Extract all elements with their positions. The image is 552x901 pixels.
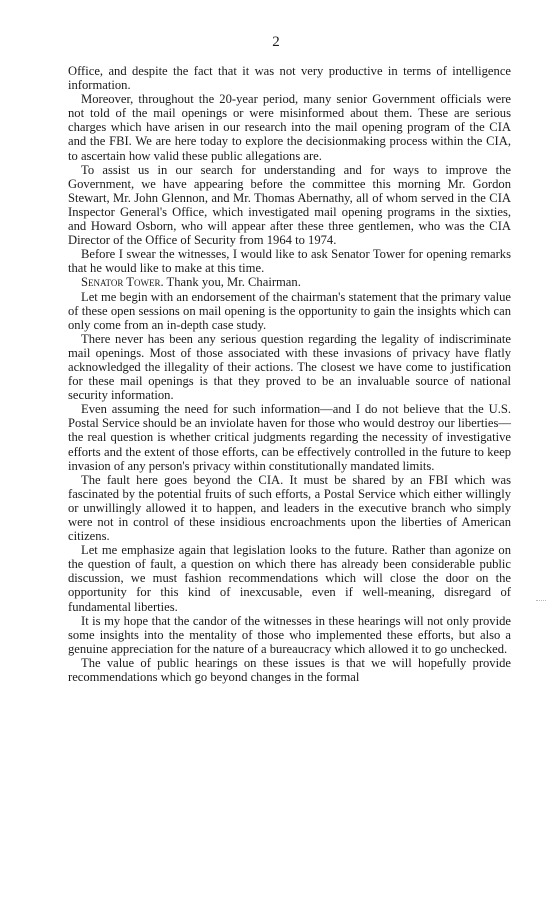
- body-text: [68, 64, 511, 684]
- paragraph: Even assuming the need for such information—and I do not believe that the U.S. Postal Service should be an inviolate haven for those who would destroy our liberties—the real question is whether critical judgments regarding the necessity of investigative efforts and the extent of those efforts, can be effectively controlled in the future to keep invasion of any person's privacy within constitutionally mandated limits.: [68, 402, 511, 473]
- speaker-name: Senator Tower.: [81, 275, 164, 290]
- paragraph: It is my hope that the candor of the witnesses in these hearings will not only provide some insights into the mentality of those who implemented these efforts, but also a genuine appreciation for the nature of a bureaucracy which allowed it to go unchecked.: [68, 613, 511, 656]
- paragraph: Moreover, throughout the 20-year period, many senior Government officials were not told of the mail openings or were misinformed about them. These are serious charges which have arisen in our research into the mail opening program of the CIA and the FBI. We are here today to explore the decisionmaking process within the CIA, to ascertain how valid these public allegations are.: [68, 92, 511, 163]
- margin-scan-mark: [536, 600, 546, 602]
- paragraph: Before I swear the witnesses, I would like to ask Senator Tower for opening remarks that he would like to make at this time.: [68, 247, 511, 276]
- speaker-line: [68, 275, 511, 289]
- paragraph: The value of public hearings on these issues is that we will hopefully provide recommendations which go beyond changes in the formal: [68, 655, 511, 685]
- speaker-remark: Thank you, Mr. Chairman.: [163, 275, 301, 290]
- paragraph: Let me begin with an endorsement of the chairman's statement that the primary value of these open sessions on mail opening is the opportunity to gain the insights which can only come from an in-depth case study.: [68, 289, 511, 332]
- paragraph: The fault here goes beyond the CIA. It must be shared by an FBI which was fascinated by the potential fruits of such efforts, a Postal Service which either willingly or unwillingly allowed it to happen, and leaders in the executive branch who simply were not in control of these insidious encroachments upon the liberties of American citizens.: [68, 472, 511, 544]
- paragraph: To assist us in our search for understanding and for ways to improve the Government, we have appearing before the committee this morning Mr. Gordon Stewart, Mr. John Glennon, and Mr. Thomas Abernathy, all of whom served in the CIA Inspector General's Office, which investigated mail opening programs in the sixties, and Howard Osborn, who will appear after these three gentlemen, who was the CIA Director of the Office of Security from 1964 to 1974.: [68, 162, 511, 248]
- paragraph: Office, and despite the fact that it was not very productive in terms of intelligence information.: [68, 64, 511, 93]
- paragraph: Let me emphasize again that legislation looks to the future. Rather than agonize on the question of fault, a question on which there has already been considerable public discussion, we must fashion recommendations which will close the door on the opportunity for this kind of inexcusable, even if well-meaning, disregard of fundamental liberties.: [68, 543, 511, 614]
- paragraph: There never has been any serious question regarding the legality of indiscriminate mail openings. Most of those associated with these invasions of privacy have flatly acknowledged the illegality of their actions. The closest we have come to justification for these mail openings is that they proved to be an invaluable source of national security information.: [68, 331, 511, 403]
- page-number: 2: [272, 34, 280, 50]
